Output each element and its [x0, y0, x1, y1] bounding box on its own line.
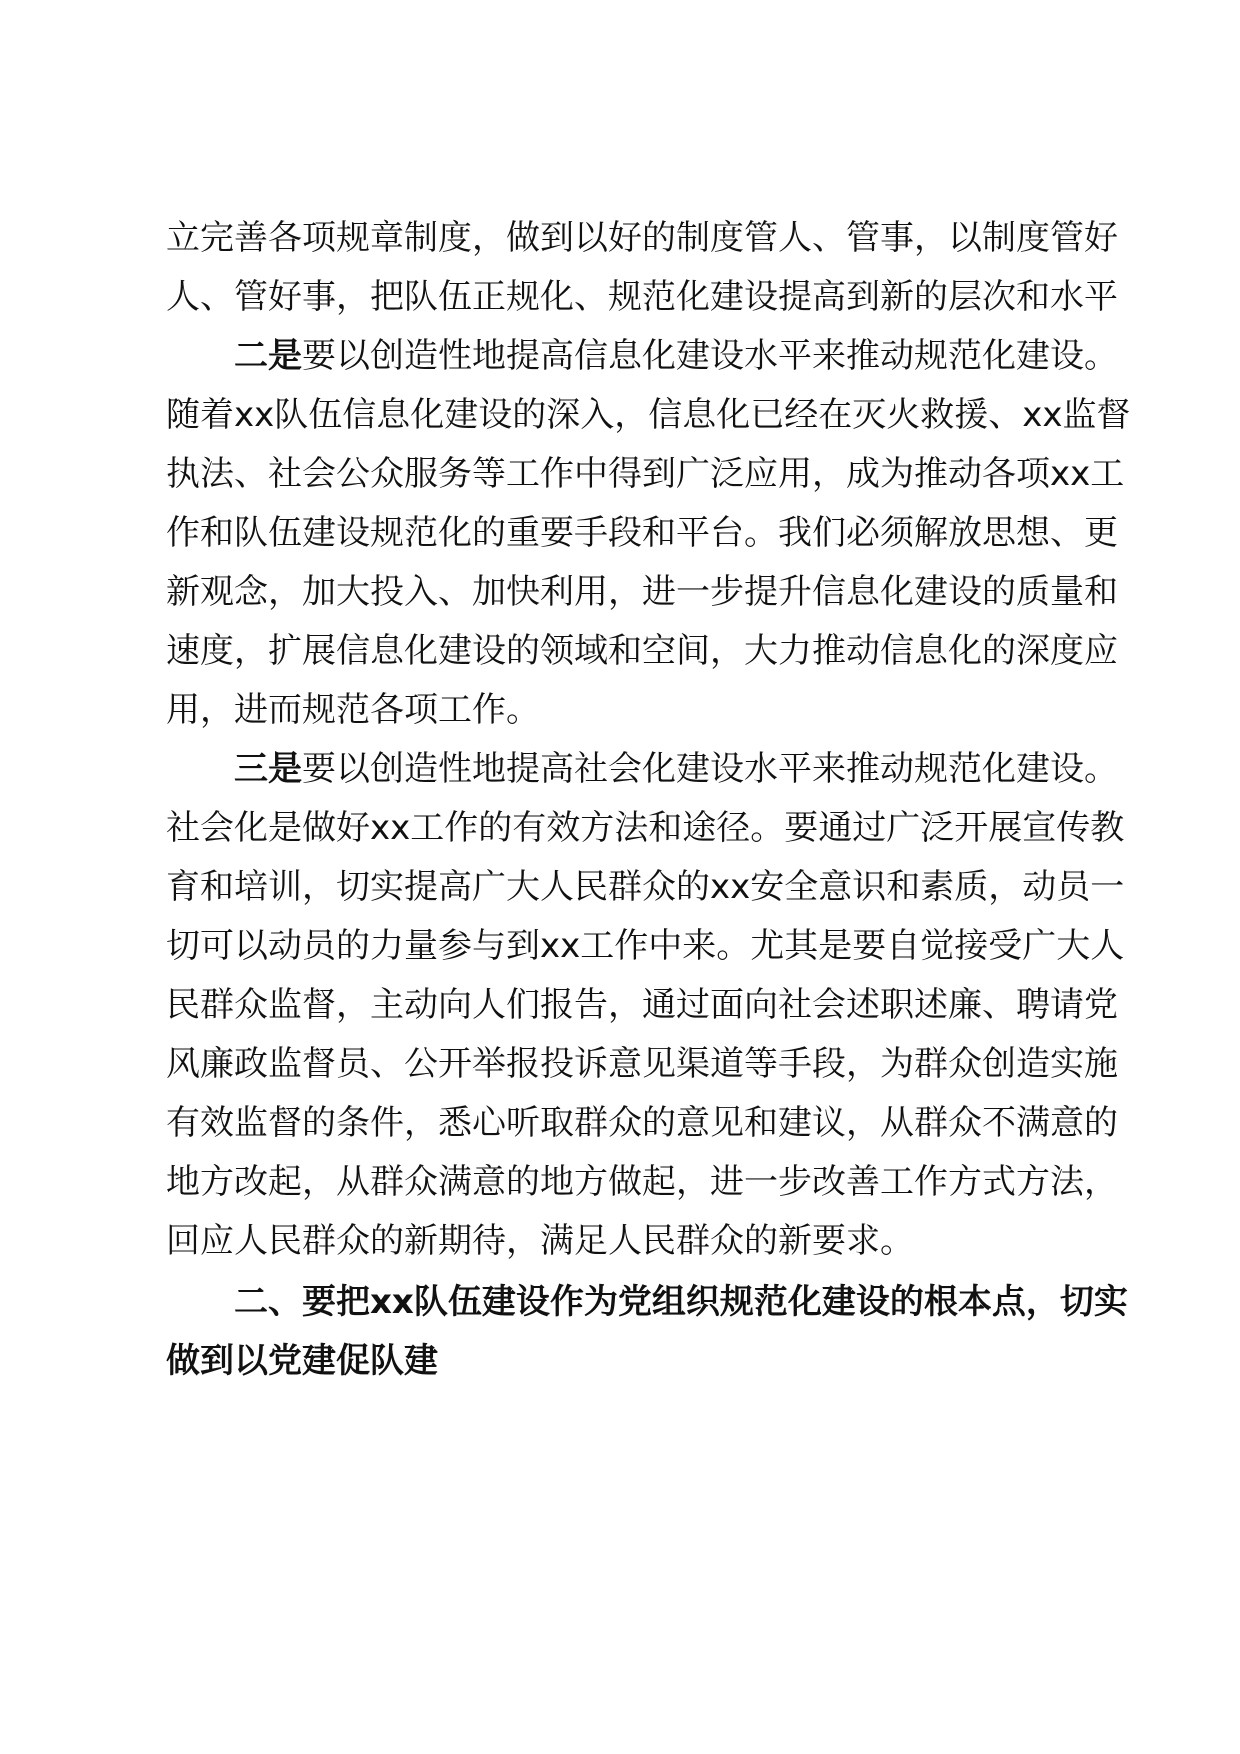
paragraph-heading-line	[234, 336, 1118, 376]
section-heading: 做到以党建促队建	[166, 1341, 438, 1381]
paragraph-lead-text: 要以创造性地提高社会化建设水平来推动规范化建设。	[302, 749, 1118, 789]
body-line: 立完善各项规章制度，做到以好的制度管人、管事，以制度管好	[166, 218, 1118, 258]
body-line: 民群众监督，主动向人们报告，通过面向社会述职述廉、聘请党	[166, 985, 1118, 1025]
body-line: 速度，扩展信息化建设的领域和空间，大力推动信息化的深度应	[166, 631, 1118, 671]
body-line: 人、管好事，把队伍正规化、规范化建设提高到新的层次和水平	[166, 277, 1118, 317]
body-line: 切可以动员的力量参与到xx工作中来。尤其是要自觉接受广大人	[166, 926, 1125, 966]
paragraph-heading-line	[234, 749, 1118, 789]
paragraph-lead: 二是	[234, 336, 302, 376]
body-line: 用，进而规范各项工作。	[166, 690, 540, 730]
body-line: 地方改起，从群众满意的地方做起，进一步改善工作方式方法，	[166, 1162, 1118, 1202]
body-line: 执法、社会公众服务等工作中得到广泛应用，成为推动各项xx工	[166, 454, 1125, 494]
body-line: 育和培训，切实提高广大人民群众的xx安全意识和素质，动员一	[166, 867, 1125, 907]
document-page	[166, 0, 1131, 1754]
body-line: 有效监督的条件，悉心听取群众的意见和建议，从群众不满意的	[166, 1103, 1118, 1143]
section-heading: 二、要把xx队伍建设作为党组织规范化建设的根本点，切实	[234, 1282, 1128, 1322]
paragraph-lead: 三是	[234, 749, 302, 789]
body-line: 社会化是做好xx工作的有效方法和途径。要通过广泛开展宣传教	[166, 808, 1125, 848]
body-line: 新观念，加大投入、加快利用，进一步提升信息化建设的质量和	[166, 572, 1118, 612]
body-line: 风廉政监督员、公开举报投诉意见渠道等手段，为群众创造实施	[166, 1044, 1118, 1084]
body-line: 回应人民群众的新期待，满足人民群众的新要求。	[166, 1221, 914, 1261]
body-line: 作和队伍建设规范化的重要手段和平台。我们必须解放思想、更	[166, 513, 1118, 553]
paragraph-lead-text: 要以创造性地提高信息化建设水平来推动规范化建设。	[302, 336, 1118, 376]
body-line: 随着xx队伍信息化建设的深入，信息化已经在灭火救援、xx监督	[166, 395, 1131, 435]
